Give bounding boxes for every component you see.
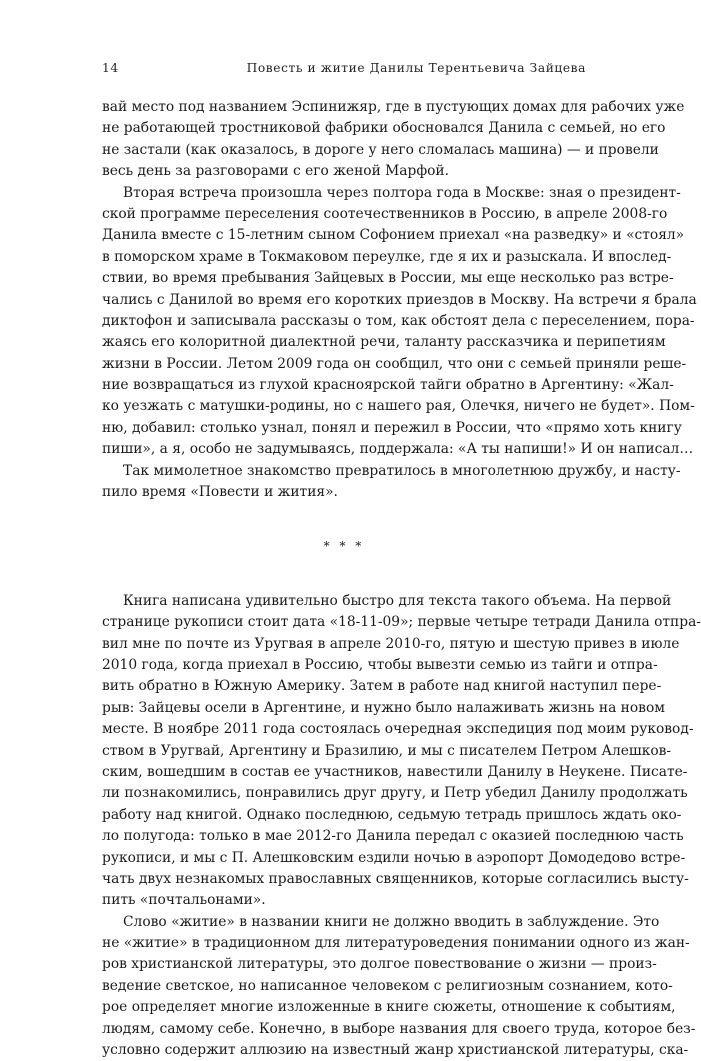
text-line: ской программе переселения соотечественников в Россию, в апреле 2008-го: [102, 205, 668, 222]
text-line: рое определяет многие изложенные в книге сюжеты, отношение к событиям,: [102, 999, 676, 1016]
text-line: ню, добавил: столько узнал, понял и пережил в России, что «прямо хоть книгу: [102, 419, 682, 436]
text-line: пило время «Повести и жития».: [102, 484, 338, 501]
paragraph-second-meeting: [102, 183, 697, 461]
text-line: Книга написана удивительно быстро для текста такого объема. На первой: [123, 592, 672, 609]
text-line: жаясь его колоритной диалектной речи, таланту рассказчика и перипетиям: [102, 334, 666, 351]
text-line: ствии, во время пребывания Зайцевых в России, мы еще несколько раз встре-: [102, 270, 674, 287]
paragraph-book-writing: [102, 591, 701, 912]
text-line: ским, вошедшим в состав ее участников, навестили Данилу в Неукене. Писате-: [102, 763, 688, 780]
text-line: условно содержит аллюзию на известный жанр христианской литературы, ска-: [102, 1042, 689, 1059]
text-line: вить обратно в Южную Америку. Затем в работе над книгой наступил пере-: [102, 678, 662, 695]
paragraph-continued: [102, 97, 685, 183]
text-line: ло полугода: только в мае 2012-го Данила передал с оказией последнюю часть: [102, 828, 684, 845]
text-line: не застали (как оказалось, в дороге у него сломалась машина) — и провели: [102, 141, 659, 158]
text-line: ко уезжать с матушки-родины, но с нашего рая, Олечкя, ничего не будет». Пом-: [102, 398, 695, 415]
text-line: Данила вместе с 15-летним сыном Софонием приехал «на разведку» и «стоял»: [102, 227, 685, 244]
text-line: весь день за разговорами с его женой Марфой.: [102, 163, 450, 180]
paragraph-zhitie-word: [102, 912, 696, 1061]
text-line: вай место под названием Эспинижяр, где в пустующих домах для рабочих уже: [102, 99, 685, 115]
text-line: ров христианской литературы, это долгое повествование о жизни — произ-: [102, 956, 657, 973]
text-line: рукописи, и мы с П. Алешковским ездили ночью в аэропорт Домодедово встре-: [102, 849, 686, 866]
text-line: ние возвращаться из глухой красноярской тайги обратно в Аргентину: «Жал-: [102, 377, 674, 394]
page-number: 14: [102, 61, 119, 75]
text-line: не «житие» в традиционном для литературоведения понимании одного из жан-: [102, 935, 690, 952]
text-line: Слово «житие» в названии книги не должно вводить в заблуждение. Это: [123, 913, 660, 930]
text-line: 2010 года, когда приехал в Россию, чтобы вывезти семью из тайги и отпра-: [102, 656, 658, 673]
text-line: пиши», а я, особо не задумываясь, поддержала: «А ты напиши!» И он написал…: [102, 441, 694, 458]
section-separator: * * *: [323, 539, 365, 554]
running-head-title: Повесть и житие Данилы Терентьевича Зайцева: [246, 61, 586, 75]
text-line: диктофон и записывала рассказы о том, как обстоят дела с переселением, пора-: [102, 312, 695, 329]
text-line: странице рукописи стоит дата «18-11-09»; первые четыре тетради Данила отпра-: [102, 614, 701, 631]
text-line: не работающей тростниковой фабрики обосновался Данила с семьей, но его: [102, 120, 666, 137]
text-line: ведение светское, но написанное человеком с религиозным сознанием, кото-: [102, 977, 673, 994]
text-line: рыв: Зайцевы осели в Аргентине, и нужно было налаживать жизнь на новом: [102, 699, 665, 716]
body-text: [102, 97, 701, 1061]
text-line: Вторая встреча произошла через полтора года в Москве: зная о президент-: [123, 184, 681, 201]
text-line: жизни в России. Летом 2009 года он сообщил, что они с семьей приняли реше-: [102, 355, 687, 372]
text-line: ли познакомились, понравились друг другу, и Петр убедил Данилу продолжать: [102, 785, 688, 802]
paragraph-friendship: [102, 461, 681, 504]
text-line: Так мимолетное знакомство превратилось в многолетнюю дружбу, и насту-: [123, 462, 681, 479]
text-line: пить «почтальонами».: [102, 892, 266, 909]
text-line: работу над книгой. Однако последнюю, седьмую тетрадь пришлось ждать око-: [102, 806, 682, 823]
text-line: месте. В ноябре 2011 года состоялась очередная экспедиция под моим руковод-: [102, 721, 694, 738]
text-line: вил мне по почте из Уругвая в апреле 2010-го, пятую и шестую привез в июле: [102, 635, 680, 652]
text-line: чались с Данилой во время его коротких приездов в Москву. На встречи я брала: [102, 291, 697, 308]
text-line: ством в Уругвай, Аргентину и Бразилию, и мы с писателем Петром Алешков-: [102, 742, 672, 759]
text-line: людям, самому себе. Конечно, в выборе названия для своего труда, которое без-: [102, 1020, 696, 1037]
text-line: чать двух незнакомых православных священников, которые согласились высту-: [102, 870, 689, 887]
text-line: в поморском храме в Токмаковом переулке, где я их и разыскала. И впослед-: [102, 248, 672, 265]
running-head: [102, 61, 586, 81]
